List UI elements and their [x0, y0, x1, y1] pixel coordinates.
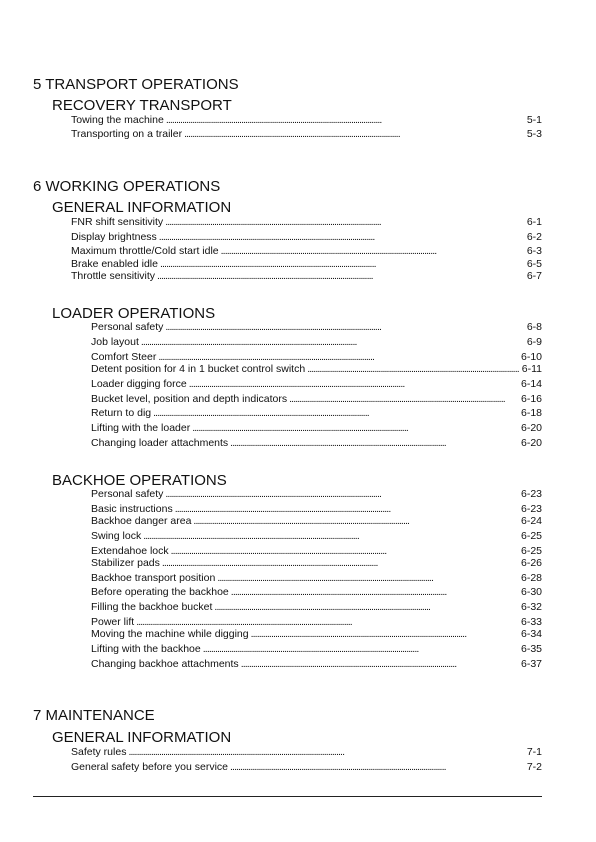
footer-rule	[33, 796, 542, 797]
dot-leader	[157, 270, 524, 282]
toc-entry-page: 6-18	[520, 407, 542, 419]
toc-entry-title: Bucket level, position and depth indicators	[91, 393, 288, 405]
toc-entry-title: Loader digging force	[91, 378, 187, 390]
toc-entry-title: FNR shift sensitivity	[71, 216, 164, 228]
toc-entry-title: Job layout	[91, 336, 139, 348]
toc-entry-page: 6-26	[520, 557, 542, 569]
toc-entry[interactable]	[71, 216, 542, 228]
toc-entry[interactable]	[91, 378, 542, 390]
dot-leader	[171, 545, 518, 557]
toc-entry-page: 6-32	[520, 601, 542, 613]
toc-entry-title: Changing loader attachments	[91, 437, 229, 449]
toc-entry-page: 6-37	[520, 658, 542, 670]
toc-entry[interactable]	[91, 393, 542, 405]
dot-leader	[217, 572, 518, 584]
dot-leader	[162, 557, 518, 569]
toc-entry-title: Power lift	[91, 616, 135, 628]
toc-entry[interactable]	[71, 231, 542, 243]
dot-leader	[289, 393, 518, 405]
toc-entry-page: 6-23	[520, 503, 542, 515]
toc-entry-page: 6-14	[520, 378, 542, 390]
toc-entry-page: 6-7	[526, 270, 542, 282]
toc-entry[interactable]	[91, 488, 542, 500]
toc-entry-title: Extendahoe lock	[91, 545, 169, 557]
toc-entry-page: 6-23	[520, 488, 542, 500]
dot-leader	[165, 488, 518, 500]
toc-entry-title: Maximum throttle/Cold start idle	[71, 245, 219, 257]
dot-leader	[231, 586, 518, 598]
dot-leader	[307, 363, 519, 375]
toc-entry-page: 6-1	[526, 216, 542, 228]
toc-entry-title: Display brightness	[71, 231, 157, 243]
dot-leader	[192, 422, 518, 434]
toc-entry-page: 6-3	[526, 245, 542, 257]
toc-entry-title: Moving the machine while digging	[91, 628, 249, 640]
chapter-heading: 6 WORKING OPERATIONS	[33, 178, 221, 195]
toc-entry[interactable]	[91, 572, 542, 584]
toc-entry[interactable]	[71, 258, 542, 270]
dot-leader	[166, 114, 524, 126]
toc-entry-title: Before operating the backhoe	[91, 586, 229, 598]
toc-entry-title: Filling the backhoe bucket	[91, 601, 213, 613]
toc-entry[interactable]	[91, 515, 542, 527]
toc-entry-title: Throttle sensitivity	[71, 270, 156, 282]
toc-entry-title: Detent position for 4 in 1 bucket control switch	[91, 363, 306, 375]
toc-entry-page: 5-3	[526, 128, 542, 140]
toc-entry[interactable]	[91, 530, 542, 542]
toc-entry[interactable]	[91, 336, 542, 348]
toc-entry-page: 6-10	[520, 351, 542, 363]
toc-entry[interactable]	[91, 422, 542, 434]
toc-entry-title: Towing the machine	[71, 114, 164, 126]
section-heading: LOADER OPERATIONS	[52, 305, 216, 322]
dot-leader	[143, 530, 518, 542]
section-heading: GENERAL INFORMATION	[52, 729, 232, 746]
toc-entry-page: 6-25	[520, 545, 542, 557]
toc-entry[interactable]	[91, 407, 542, 419]
toc-entry[interactable]	[71, 746, 542, 758]
toc-entry-page: 6-24	[520, 515, 542, 527]
toc-entry-title: Personal safety	[91, 321, 164, 333]
toc-entry[interactable]	[91, 628, 542, 640]
toc-entry[interactable]	[71, 245, 542, 257]
toc-entry-title: Backhoe danger area	[91, 515, 192, 527]
toc-entry-page: 6-20	[520, 422, 542, 434]
toc-entry-page: 6-35	[520, 643, 542, 655]
dot-leader	[153, 407, 518, 419]
toc-entry-title: Backhoe transport position	[91, 572, 216, 584]
toc-entry-page: 6-20	[520, 437, 542, 449]
toc-entry[interactable]	[91, 503, 542, 515]
toc-entry-page: 6-16	[520, 393, 542, 405]
toc-entry-page: 6-11	[521, 363, 542, 375]
toc-entry-title: Stabilizer pads	[91, 557, 160, 569]
toc-entry[interactable]	[71, 128, 542, 140]
toc-entry-title: Swing lock	[91, 530, 142, 542]
toc-entry-page: 6-9	[526, 336, 542, 348]
toc-entry[interactable]	[91, 616, 542, 628]
toc-entry-page: 5-1	[526, 114, 542, 126]
toc-entry[interactable]	[91, 658, 542, 670]
toc-entry[interactable]	[91, 363, 542, 375]
toc-entry-title: Return to dig	[91, 407, 152, 419]
dot-leader	[160, 258, 524, 270]
toc-entry-title: Comfort Steer	[91, 351, 157, 363]
toc-entry-page: 6-28	[520, 572, 542, 584]
toc-entry-title: Brake enabled idle	[71, 258, 158, 270]
dot-leader	[241, 658, 518, 670]
toc-entry[interactable]	[71, 114, 542, 126]
toc-entry[interactable]	[91, 586, 542, 598]
chapter-heading: 7 MAINTENANCE	[33, 707, 155, 724]
toc-entry-page: 7-2	[526, 761, 542, 773]
dot-leader	[221, 245, 524, 257]
section-heading: RECOVERY TRANSPORT	[52, 97, 232, 114]
toc-entry[interactable]	[91, 437, 542, 449]
toc-entry-page: 6-33	[520, 616, 542, 628]
dot-leader	[203, 643, 518, 655]
toc-entry-title: Transporting on a trailer	[71, 128, 183, 140]
toc-entry-title: Personal safety	[91, 488, 164, 500]
dot-leader	[158, 351, 518, 363]
toc-entry[interactable]	[91, 351, 542, 363]
dot-leader	[189, 378, 518, 390]
dot-leader	[184, 128, 524, 140]
toc-entry-page: 6-34	[520, 628, 542, 640]
toc-entry-title: Safety rules	[71, 746, 127, 758]
dot-leader	[214, 601, 518, 613]
dot-leader	[159, 231, 524, 243]
toc-entry-page: 6-30	[520, 586, 542, 598]
toc-entry[interactable]	[91, 321, 542, 333]
chapter-heading: 5 TRANSPORT OPERATIONS	[33, 76, 239, 93]
toc-entry[interactable]	[71, 270, 542, 282]
toc-entry[interactable]	[91, 557, 542, 569]
dot-leader	[230, 437, 518, 449]
dot-leader	[251, 628, 518, 640]
toc-entry[interactable]	[91, 601, 542, 613]
toc-entry-page: 6-25	[520, 530, 542, 542]
toc-entry[interactable]	[91, 643, 542, 655]
toc-entry-title: Lifting with the loader	[91, 422, 191, 434]
dot-leader	[175, 503, 518, 515]
dot-leader	[141, 336, 524, 348]
dot-leader	[136, 616, 518, 628]
dot-leader	[230, 761, 524, 773]
section-heading: GENERAL INFORMATION	[52, 199, 232, 216]
section-heading: BACKHOE OPERATIONS	[52, 472, 227, 489]
toc-entry-title: General safety before you service	[71, 761, 228, 773]
toc-entry-page: 6-8	[526, 321, 542, 333]
toc-entry-page: 6-5	[526, 258, 542, 270]
toc-entry-title: Lifting with the backhoe	[91, 643, 201, 655]
toc-entry-title: Changing backhoe attachments	[91, 658, 239, 670]
dot-leader	[165, 216, 524, 228]
toc-entry-title: Basic instructions	[91, 503, 173, 515]
toc-entry-page: 7-1	[526, 746, 542, 758]
toc-entry[interactable]	[91, 545, 542, 557]
toc-entry[interactable]	[71, 761, 542, 773]
dot-leader	[193, 515, 518, 527]
toc-entry-page: 6-2	[526, 231, 542, 243]
dot-leader	[165, 321, 523, 333]
dot-leader	[128, 746, 523, 758]
